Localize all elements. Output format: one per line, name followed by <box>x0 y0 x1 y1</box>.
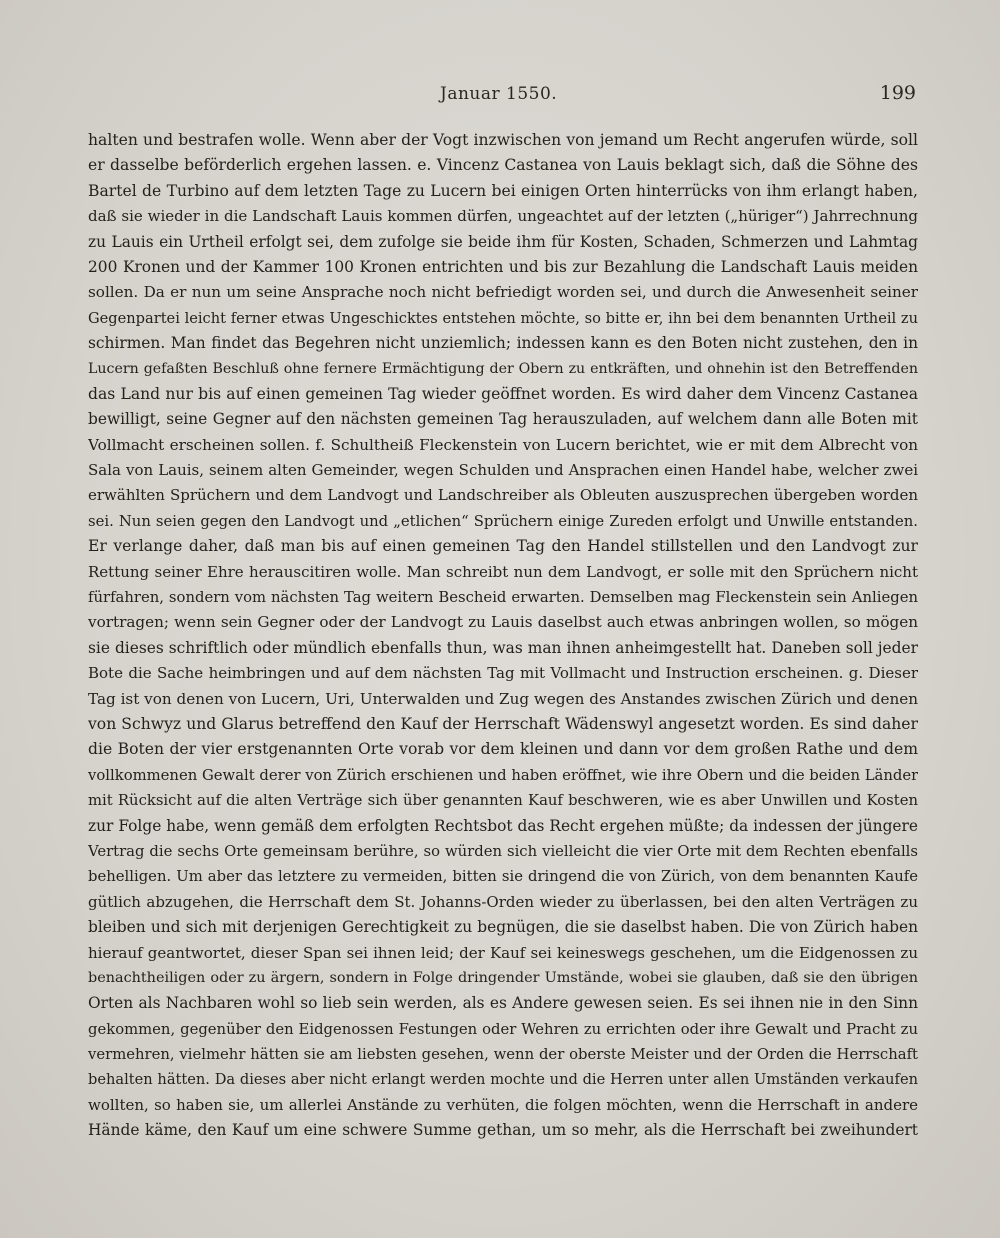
text-line: erwählten Sprüchern und dem Landvogt und Landschreiber als Obleuten auszusprechen übergeben worden <box>88 486 918 505</box>
text-line: zu Lauis ein Urtheil erfolgt sei, dem zufolge sie beide ihm für Kosten, Schaden, Schmerzen und Lahmtag <box>88 232 918 251</box>
text-line: gekommen, gegenüber den Eidgenossen Festungen oder Wehren zu errichten oder ihre Gewalt und Pracht zu <box>88 1020 918 1038</box>
text-line: daß sie wieder in die Landschaft Lauis kommen dürfen, ungeachtet auf der letzten („hüriger“) Jahrrechnung <box>88 207 918 226</box>
text-line: bleiben und sich mit derjenigen Gerechtigkeit zu begnügen, die sie daselbst haben. Die von Zürich haben <box>88 918 918 937</box>
text-line: Vertrag die sechs Orte gemeinsam berühre, so würden sich vielleicht die vier Orte mit dem Rechten ebenfalls <box>88 842 918 860</box>
text-line: von Schwyz und Glarus betreffend den Kauf der Herrschaft Wädenswyl angesetzt worden. Es sind daher <box>88 714 918 733</box>
text-line: behalten hätten. Da dieses aber nicht erlangt werden mochte und die Herren unter allen Umständen verkaufen <box>88 1071 918 1089</box>
text-line: wollten, so haben sie, um allerlei Anstände zu verhüten, die folgen möchten, wenn die Herrschaft in andere <box>88 1095 918 1114</box>
text-line: zur Folge habe, wenn gemäß dem erfolgten Rechtsbot das Recht ergehen müßte; da indessen der jüngere <box>88 816 918 835</box>
text-line: Orten als Nachbaren wohl so lieb sein werden, als es Andere gewesen seien. Es sei ihnen nie in den Sinn <box>88 994 918 1013</box>
text-line: behelligen. Um aber das letztere zu vermeiden, bitten sie dringend die von Zürich, von dem benannten Kaufe <box>88 868 918 886</box>
text-line: Bartel de Turbino auf dem letzten Tage zu Lucern bei einigen Orten hinterrücks von ihm erlangt haben, <box>88 181 918 200</box>
page-number: 199 <box>879 82 916 104</box>
text-line: das Land nur bis auf einen gemeinen Tag wieder geöffnet worden. Es wird daher dem Vincenz Castanea <box>88 384 918 403</box>
text-line: die Boten der vier erstgenannten Orte vorab vor dem kleinen und dann vor dem großen Rathe und dem <box>88 740 918 759</box>
text-line: sei. Nun seien gegen den Landvogt und „etlichen“ Sprüchern einige Zureden erfolgt und Unwille entstanden. <box>88 512 918 530</box>
text-line: Rettung seiner Ehre herauscitiren wolle. Man schreibt nun dem Landvogt, er solle mit den Sprüchern nicht <box>88 562 918 581</box>
text-line: schirmen. Man findet das Begehren nicht unziemlich; indessen kann es den Boten nicht zustehen, den in <box>88 334 918 353</box>
text-line: sie dieses schriftlich oder mündlich ebenfalls thun, was man ihnen anheimgestellt hat. Daneben soll jeder <box>88 638 918 657</box>
text-line: gütlich abzugehen, die Herrschaft dem St. Johanns-Orden wieder zu überlassen, bei den alten Verträgen zu <box>88 892 918 911</box>
text-line: sollen. Da er nun um seine Ansprache noch nicht befriedigt worden sei, und durch die Anwesenheit seiner <box>88 283 918 302</box>
running-title: Januar 1550. <box>440 84 558 104</box>
text-line: fürfahren, sondern vom nächsten Tag weitern Bescheid erwarten. Demselben mag Fleckenstein sein Anliegen <box>88 589 918 607</box>
text-line: Hände käme, den Kauf um eine schwere Summe gethan, um so mehr, als die Herrschaft bei zweihundert <box>88 1121 918 1140</box>
text-line: vortragen; wenn sein Gegner oder der Landvogt zu Lauis daselbst auch etwas anbringen wollen, so mögen <box>88 613 918 632</box>
text-line: Tag ist von denen von Lucern, Uri, Unterwalden und Zug wegen des Anstandes zwischen Zürich und denen <box>88 689 918 708</box>
text-line: Er verlange daher, daß man bis auf einen gemeinen Tag den Handel stillstellen und den Landvogt zur <box>88 537 918 556</box>
text-line: bewilligt, seine Gegner auf den nächsten gemeinen Tag herauszuladen, auf welchem dann alle Boten mit <box>88 410 918 429</box>
text-line: 200 Kronen und der Kammer 100 Kronen entrichten und bis zur Bezahlung die Landschaft Lauis meiden <box>88 257 918 276</box>
page-header <box>0 84 1000 114</box>
text-line: Vollmacht erscheinen sollen. f. Schultheiß Fleckenstein von Lucern berichtet, wie er mit dem Albrecht von <box>88 435 918 454</box>
text-line: Lucern gefaßten Beschluß ohne fernere Ermächtigung der Obern zu entkräften, und ohnehin ist den Betreffenden <box>88 360 918 377</box>
text-line: Sala von Lauis, seinem alten Gemeinder, wegen Schulden und Ansprachen einen Handel habe, welcher zwei <box>88 461 918 480</box>
text-line: vermehren, vielmehr hätten sie am liebsten gesehen, wenn der oberste Meister und der Orden die Herrschaft <box>88 1046 918 1064</box>
text-line: hierauf geantwortet, dieser Span sei ihnen leid; der Kauf sei keineswegs geschehen, um die Eidgenossen zu <box>88 943 918 962</box>
text-line: Gegenpartei leicht ferner etwas Ungeschicktes entstehen möchte, so bitte er, ihn bei dem benannten Urtheil zu <box>88 309 918 327</box>
text-line: benachtheiligen oder zu ärgern, sondern in Folge dringender Umstände, wobei sie glauben, daß sie den übrigen <box>88 969 918 986</box>
text-line: mit Rücksicht auf die alten Verträge sich über genannten Kauf beschweren, wie es aber Unwillen und Kosten <box>88 792 918 810</box>
text-line: er dasselbe beförderlich ergehen lassen. e. Vincenz Castanea von Lauis beklagt sich, daß die Söhne des <box>88 156 918 175</box>
text-line: Bote die Sache heimbringen und auf dem nächsten Tag mit Vollmacht und Instruction erscheinen. g. Dieser <box>88 664 918 683</box>
text-line: halten und bestrafen wolle. Wenn aber der Vogt inzwischen von jemand um Recht angerufen würde, soll <box>88 131 918 149</box>
text-line: vollkommenen Gewalt derer von Zürich erschienen und haben eröffnet, wie ihre Obern und die beiden Länder <box>88 766 918 784</box>
body-text <box>88 128 918 1144</box>
